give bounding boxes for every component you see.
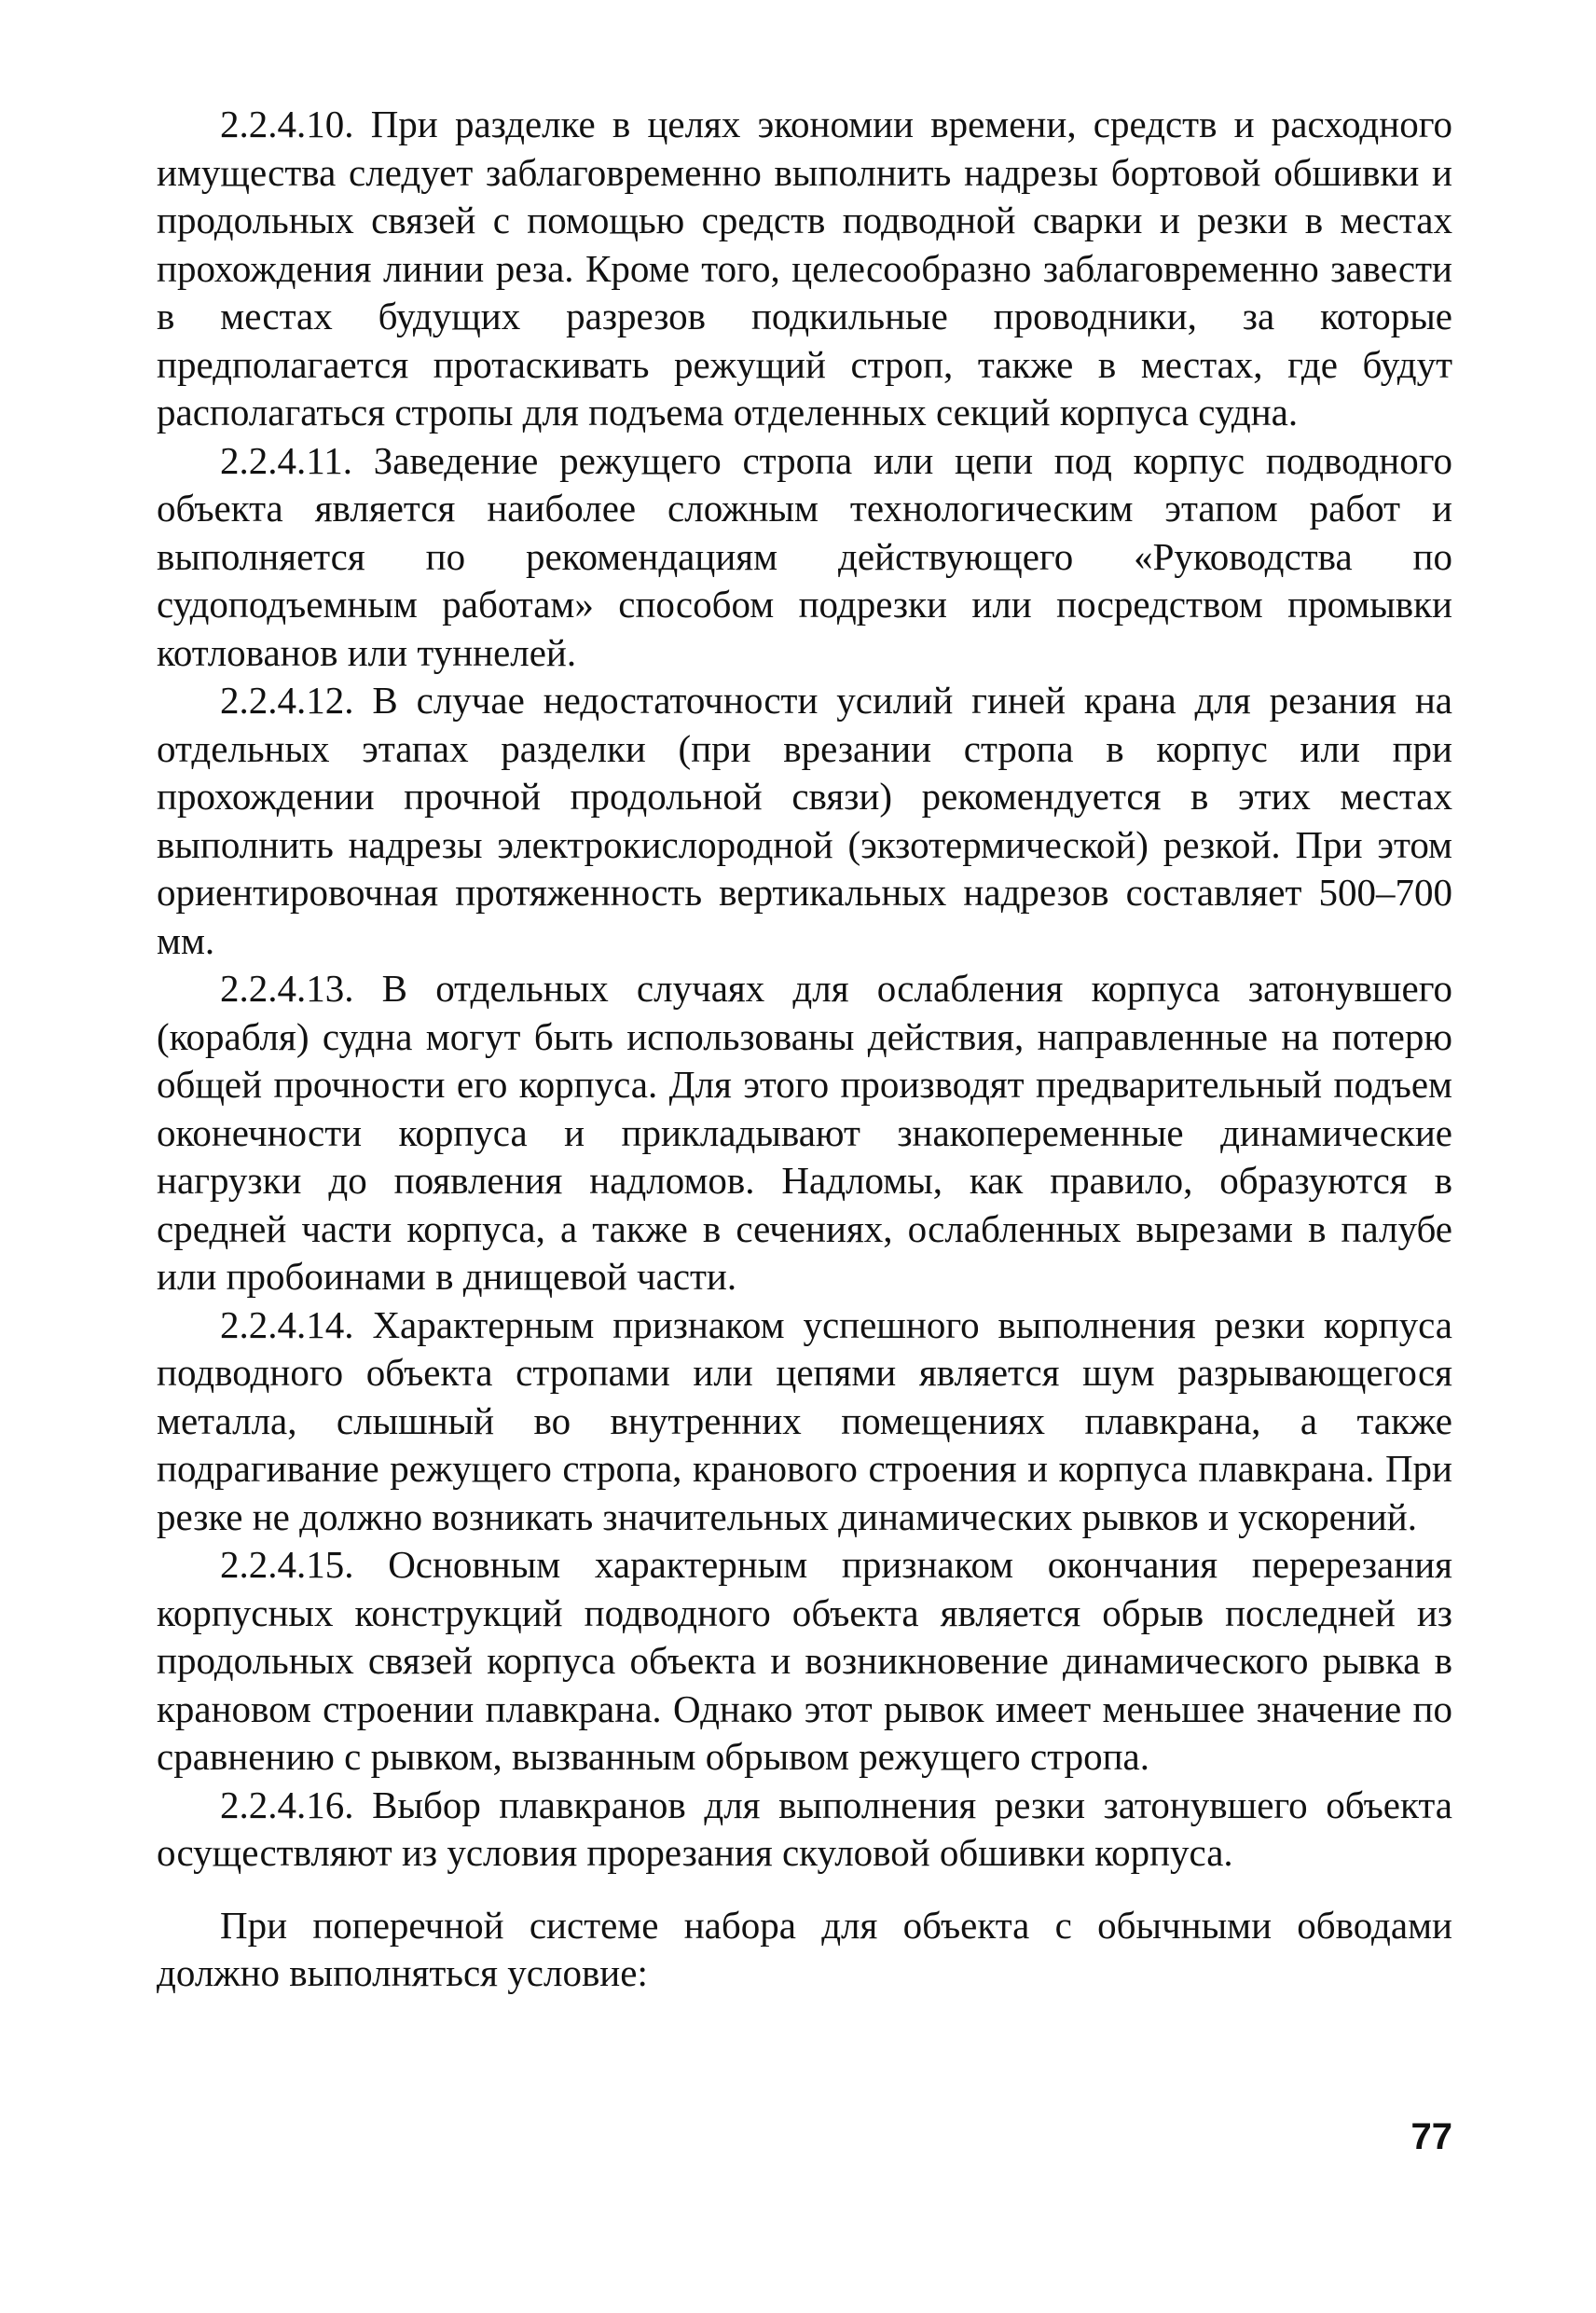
paragraph-2-2-4-10: 2.2.4.10. При разделке в целях экономии времени, средств и расходного имущества следует заблаговременно выполнить надрезы бортовой обшивки и продольных связей с помощью средств подводной сварки и резки в местах прохождения линии реза. Кроме того, целесообразно заблаговременно завести в местах будущих разрезов подкильные проводники, за которые предполагается протаскивать режущий строп, также в местах, где будут располагаться стропы для подъема отделенных секций корпуса судна. (157, 103, 1452, 434)
paragraph-condition: При поперечной системе набора для объекта с обычными обводами должно выполняться условие: (157, 1903, 1452, 1994)
paragraph-2-2-4-16: 2.2.4.16. Выбор плавкранов для выполнения резки затонувшего объекта осуществляют из условия прорезания скуловой обшивки корпуса. (157, 1783, 1452, 1874)
page-number: 77 (1410, 2116, 1452, 2157)
paragraph-2-2-4-13: 2.2.4.13. В отдельных случаях для ослабления корпуса затонувшего (корабля) судна могут быть использованы действия, направленные на потерю общей прочности его корпуса. Для этого производят предварительный подъем оконечности корпуса и прикладывают знакопеременные динамические нагрузки до появления надломов. Надломы, как правило, образуются в средней части корпуса, а также в сечениях, ослабленных вырезами в палубе или пробоинами в днищевой части. (157, 967, 1452, 1298)
paragraph-2-2-4-14: 2.2.4.14. Характерным признаком успешного выполнения резки корпуса подводного объекта стропами или цепями является шум разрывающегося металла, слышный во внутренних помещениях плавкрана, а также подрагивание режущего стропа, кранового строения и корпуса плавкрана. При резке не должно возникать значительных динамических рывков и ускорений. (157, 1302, 1452, 1538)
paragraph-2-2-4-15: 2.2.4.15. Основным характерным признаком окончания перерезания корпусных конструкций подводного объекта является обрыв последней из продольных связей корпуса объекта и возникновение динамического рывка в крановом строении плавкрана. Однако этот рывок имеет меньшее значение по сравнению с рывком, вызванным обрывом режущего стропа. (157, 1543, 1452, 1778)
body-text (157, 101, 1452, 1998)
paragraph-2-2-4-12: 2.2.4.12. В случае недостаточности усилий гиней крана для резания на отдельных этапах разделки (при врезании стропа в корпус или при прохождении прочной продольной связи) рекомендуется в этих местах выполнить надрезы электрокислородной (экзотермической) резкой. При этом ориентировочная протяженность вертикальных надрезов составляет 500–700 мм. (157, 679, 1452, 962)
paragraph-2-2-4-11: 2.2.4.11. Заведение режущего стропа или цепи под корпус подводного объекта является наиболее сложным технологическим этапом работ и выполняется по рекомендациям действующего «Руководства по судоподъемным работам» способом подрезки или посредством промывки котлованов или туннелей. (157, 438, 1452, 674)
